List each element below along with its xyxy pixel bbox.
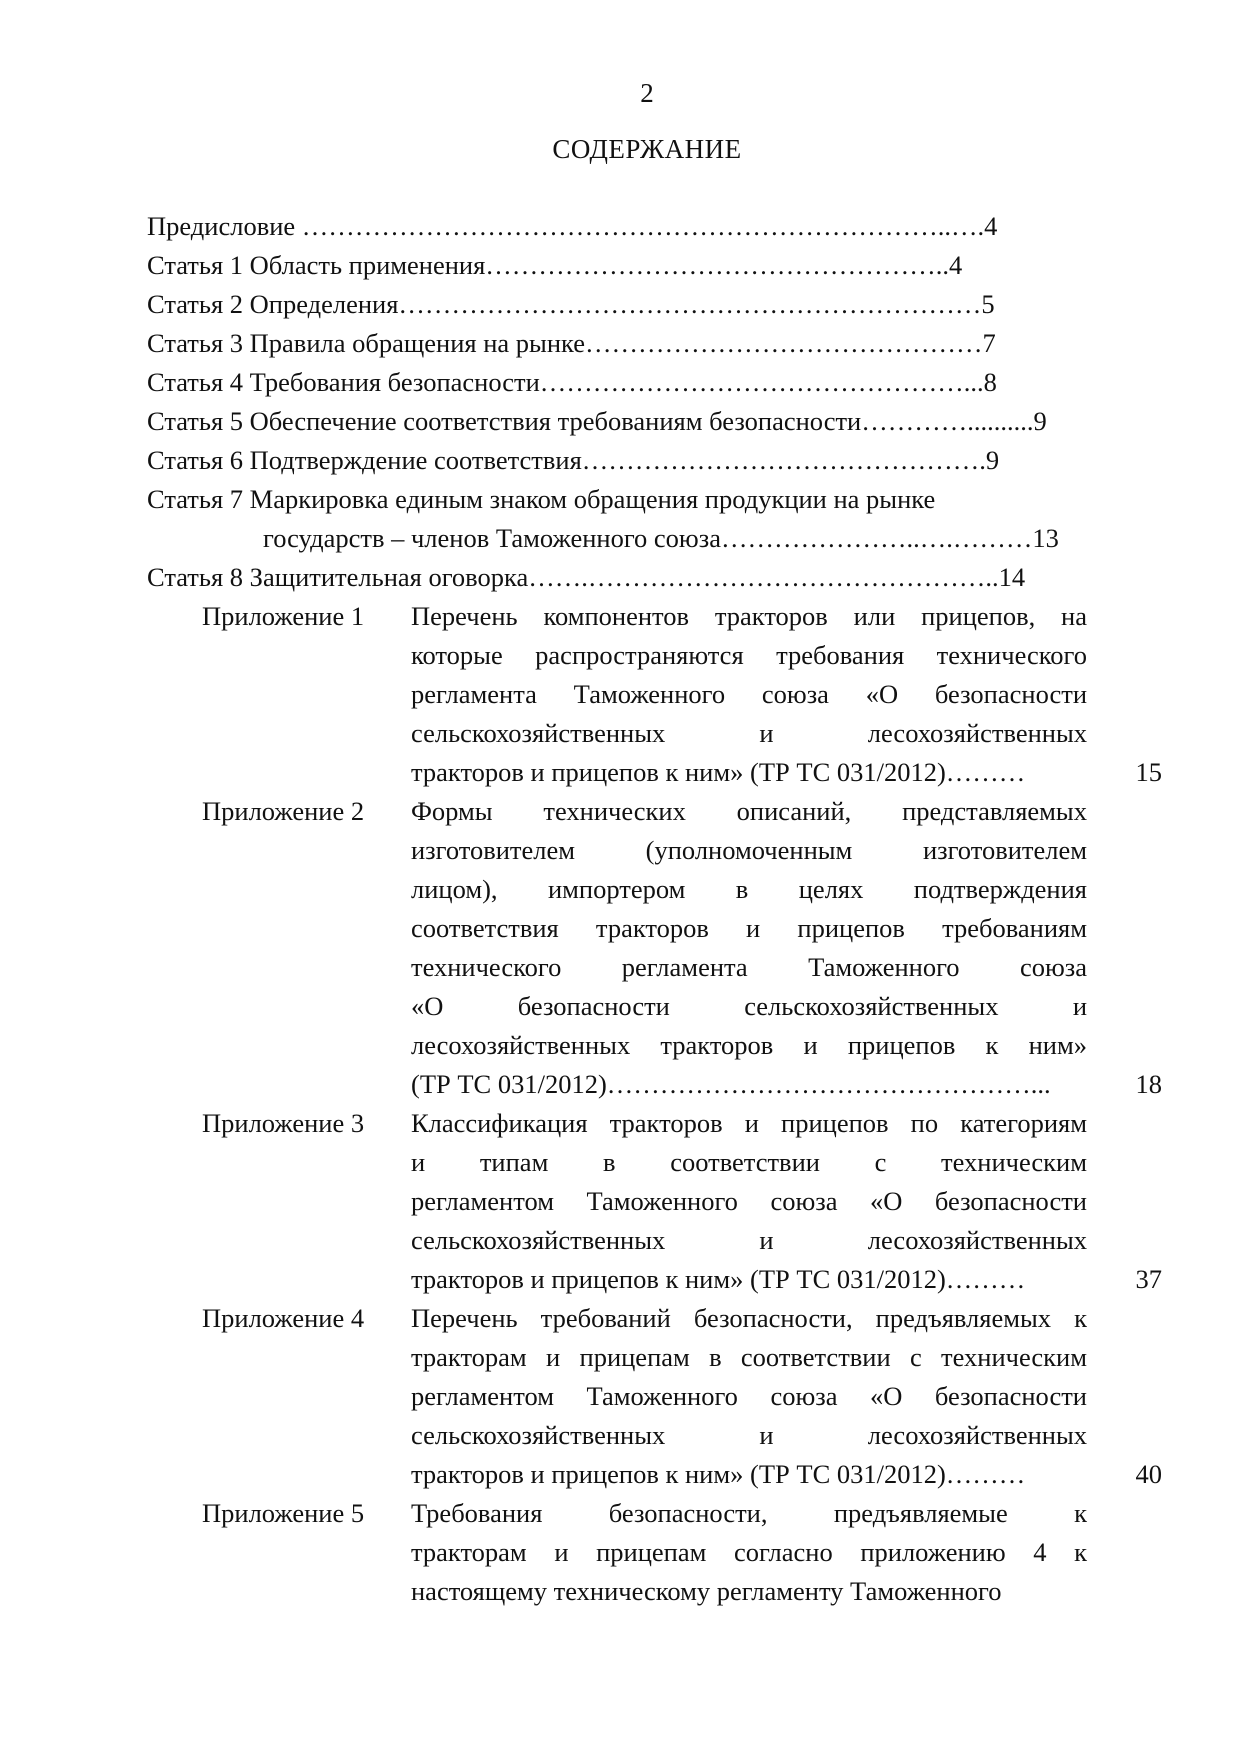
appendix-description-line: лесохозяйственных тракторов и прицепов к ним» bbox=[411, 1030, 1087, 1060]
toc-entry bbox=[147, 558, 1147, 597]
appendix-description-line: Классификация тракторов и прицепов по категориям bbox=[411, 1108, 1087, 1138]
appendix-description-line: (ТР ТС 031/2012)…………………………………………... bbox=[411, 1069, 1051, 1099]
toc-entry bbox=[147, 324, 1147, 363]
appendix-description bbox=[411, 1299, 1087, 1494]
toc-entry-text: Статья 3 Правила обращения на рынке………………………………………7 bbox=[147, 328, 996, 358]
appendix-description-line: и типам в соответствии с техническим bbox=[411, 1147, 1087, 1177]
appendix-page-number: 18 bbox=[1135, 1069, 1162, 1099]
appendix-description-line: Формы технических описаний, представляемых bbox=[411, 796, 1087, 826]
toc-entry bbox=[147, 363, 1147, 402]
appendix-label: Приложение 1 bbox=[202, 601, 365, 631]
appendix-description-line: лицом), импортером в целях подтверждения bbox=[411, 874, 1087, 904]
appendix-description-line: Перечень требований безопасности, предъявляемых к bbox=[411, 1303, 1087, 1333]
appendix-description bbox=[411, 597, 1087, 792]
appendix-description-line: «О безопасности сельскохозяйственных и bbox=[411, 991, 1087, 1021]
appendix-entry bbox=[147, 1299, 1162, 1494]
page-number: 2 bbox=[640, 78, 654, 108]
appendix-description-line: сельскохозяйственных и лесохозяйственных bbox=[411, 718, 1087, 748]
appendix-label: Приложение 4 bbox=[202, 1303, 365, 1333]
appendix-description-line: которые распространяются требования технического bbox=[411, 640, 1087, 670]
toc-entry-text: Статья 2 Определения…………………………………………………………5 bbox=[147, 289, 995, 319]
appendix-page-number: 40 bbox=[1135, 1459, 1162, 1489]
appendix-page-number: 15 bbox=[1135, 757, 1162, 787]
toc-entry-text: Статья 6 Подтверждение соответствия……………………………………….9 bbox=[147, 445, 1000, 475]
appendix-description-line: соответствия тракторов и прицепов требованиям bbox=[411, 913, 1087, 943]
appendix-entry bbox=[147, 1494, 1147, 1611]
appendix-label: Приложение 2 bbox=[202, 796, 365, 826]
toc-entry-text: Статья 5 Обеспечение соответствия требованиям безопасности…………..........9 bbox=[147, 406, 1047, 436]
appendix-entry bbox=[147, 1104, 1162, 1299]
appendix-description-line: регламента Таможенного союза «О безопасности bbox=[411, 679, 1087, 709]
appendix-description-line: тракторов и прицепов к ним» (ТР ТС 031/2012)……… bbox=[411, 1459, 1026, 1489]
toc-entry-text: Статья 1 Область применения……………………………………………..4 bbox=[147, 250, 963, 280]
table-of-contents bbox=[147, 207, 1162, 1611]
toc-entry-text: Статья 8 Защитительная оговорка…….………………………………………..14 bbox=[147, 562, 1026, 592]
toc-entry bbox=[147, 207, 1147, 246]
appendix-description-line: сельскохозяйственных и лесохозяйственных bbox=[411, 1225, 1087, 1255]
appendix-page-number: 37 bbox=[1135, 1264, 1162, 1294]
appendix-description-line: тракторов и прицепов к ним» (ТР ТС 031/2012)……… bbox=[411, 1264, 1026, 1294]
appendix-description-line: Требования безопасности, предъявляемые к bbox=[411, 1498, 1087, 1528]
appendix-description-line: тракторов и прицепов к ним» (ТР ТС 031/2012)……… bbox=[411, 757, 1026, 787]
toc-entry bbox=[147, 402, 1147, 441]
appendix-description-line: тракторам и прицепам в соответствии с техническим bbox=[411, 1342, 1087, 1372]
appendix-description-line: технического регламента Таможенного союза bbox=[411, 952, 1087, 982]
appendix-description-line: настоящему техническому регламенту Таможенного bbox=[411, 1576, 1002, 1606]
appendix-description-line: регламентом Таможенного союза «О безопасности bbox=[411, 1381, 1087, 1411]
appendix-description-line: сельскохозяйственных и лесохозяйственных bbox=[411, 1420, 1087, 1450]
appendix-label: Приложение 3 bbox=[202, 1108, 365, 1138]
appendix-list bbox=[147, 597, 1162, 1611]
appendix-description-line: тракторам и прицепам согласно приложению 4 к bbox=[411, 1537, 1087, 1567]
appendix-label: Приложение 5 bbox=[202, 1498, 365, 1528]
toc-entry bbox=[147, 480, 1147, 519]
toc-entry-text: государств – членов Таможенного союза…………………..….………13 bbox=[263, 523, 1059, 553]
appendix-description-line: регламентом Таможенного союза «О безопасности bbox=[411, 1186, 1087, 1216]
appendix-description bbox=[411, 792, 1087, 1104]
page-title: СОДЕРЖАНИЕ bbox=[552, 134, 742, 164]
appendix-description bbox=[411, 1104, 1087, 1299]
toc-entry bbox=[147, 246, 1147, 285]
toc-entry bbox=[147, 441, 1147, 480]
appendix-entry bbox=[147, 792, 1162, 1104]
appendix-entry bbox=[147, 597, 1162, 792]
toc-entry-text: Предисловие ………………………………………………………………..….4 bbox=[147, 211, 998, 241]
toc-entry-text: Статья 4 Требования безопасности…………………………………………...8 bbox=[147, 367, 997, 397]
appendix-description-line: Перечень компонентов тракторов или прицепов, на bbox=[411, 601, 1087, 631]
toc-entry-text: Статья 7 Маркировка единым знаком обращения продукции на рынке bbox=[147, 484, 936, 514]
appendix-description bbox=[411, 1494, 1087, 1611]
toc-entry bbox=[147, 285, 1147, 324]
toc-entry-continuation bbox=[147, 519, 1147, 558]
appendix-description-line: изготовителем (уполномоченным изготовителем bbox=[411, 835, 1087, 865]
